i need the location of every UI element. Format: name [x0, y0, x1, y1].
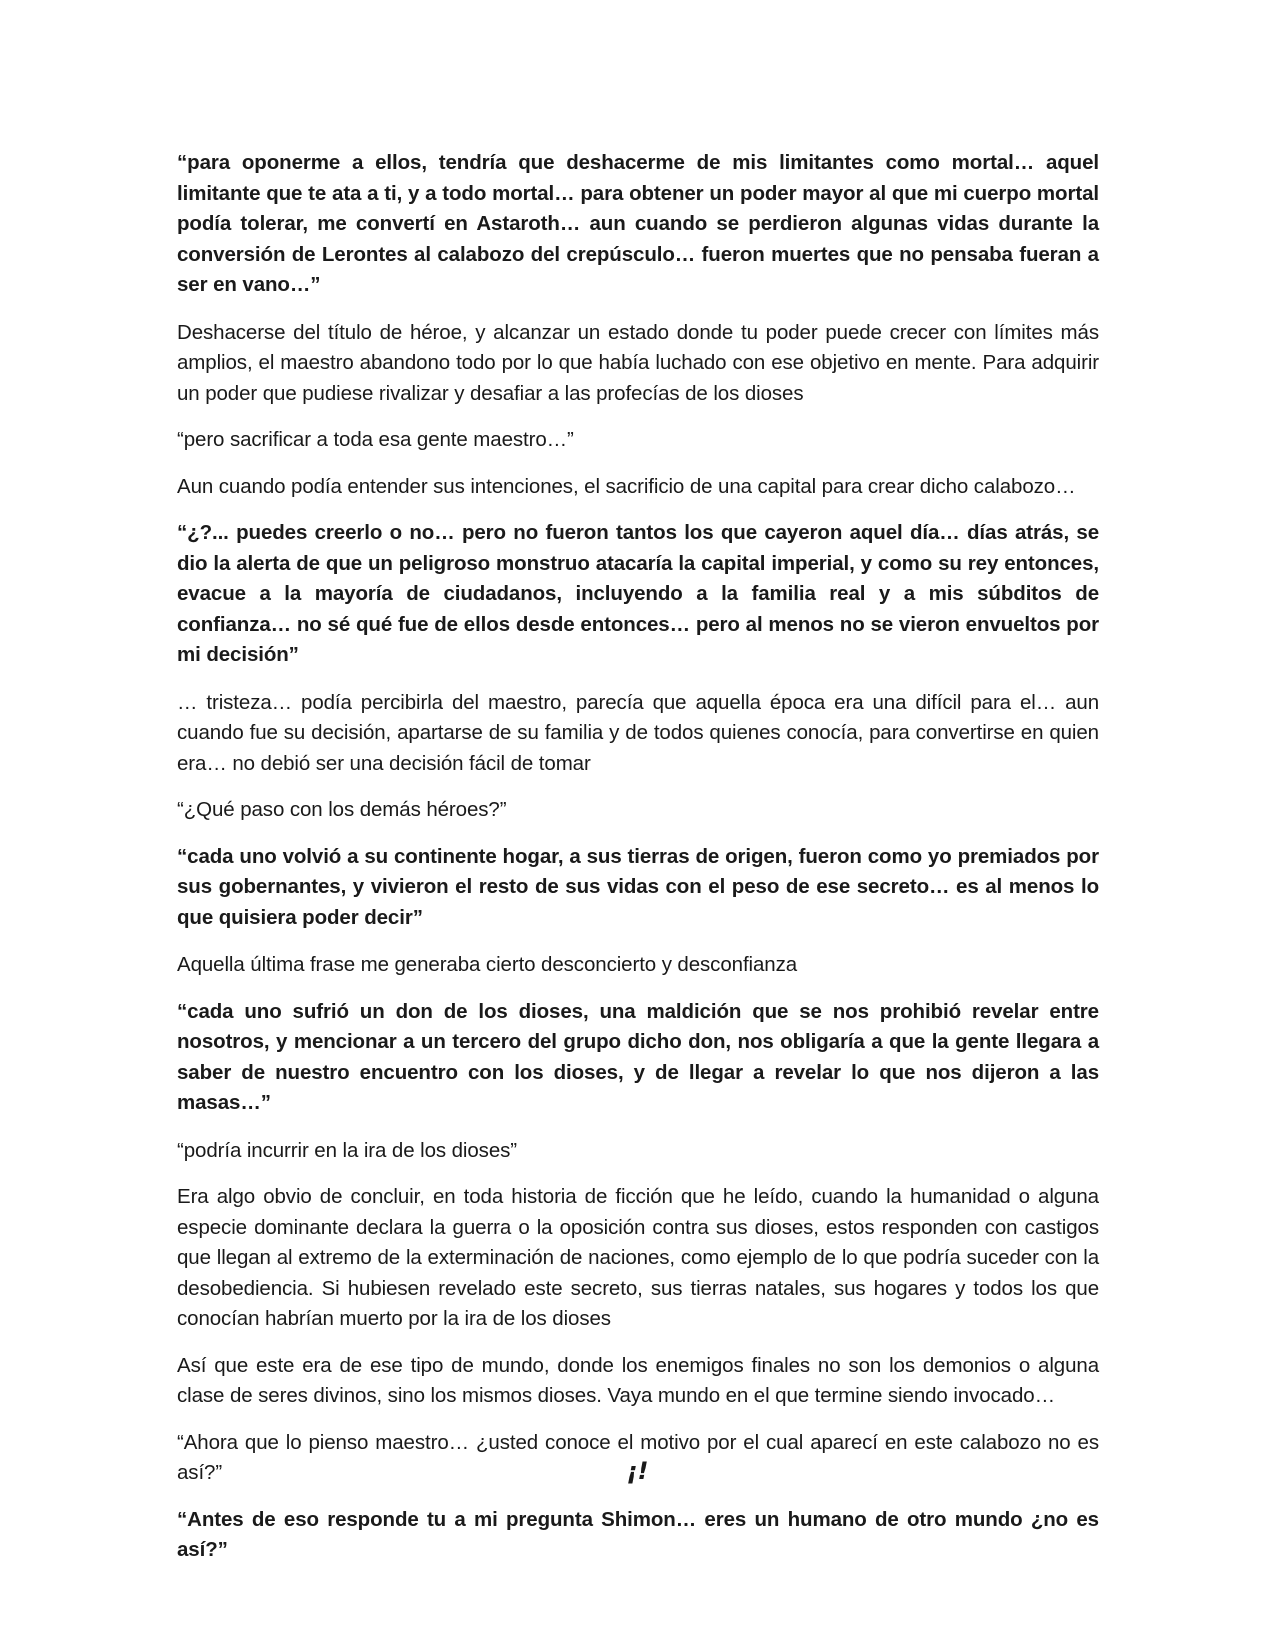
dialogue-paragraph: “Ahora que lo pienso maestro… ¿usted conoce el motivo por el cual aparecí en este calabozo no es así?”	[177, 1430, 1099, 1484]
narration-paragraph: … tristeza… podía percibirla del maestro, parecía que aquella época era una difícil para el… aun cuando fue su decisión, apartarse de su familia y de todos quienes conocía, para convertirse en quien era… no debió ser una decisión fácil de tomar	[177, 690, 1099, 775]
narration-paragraph: Así que este era de ese tipo de mundo, donde los enemigos finales no son los demonios o alguna clase de seres divinos, sino los mismos dioses. Vaya mundo en el que termine siendo invocado…	[177, 1353, 1099, 1407]
narration-paragraph: Aquella última frase me generaba cierto desconcierto y desconfianza	[177, 953, 798, 976]
narration-paragraph: Aun cuando podía entender sus intenciones, el sacrificio de una capital para crear dicho calabozo…	[177, 474, 1076, 498]
dialogue-paragraph: “cada uno volvió a su continente hogar, a sus tierras de origen, fueron como yo premiados por sus gobernantes, y vivieron el resto de sus vidas con el peso de ese secreto… es al menos lo que quisiera poder decir”	[177, 844, 1099, 929]
dialogue-paragraph: “¿?... puedes creerlo o no… pero no fueron tantos los que cayeron aquel día… días atrás, se dio la alerta de que un peligroso monstruo atacaría la capital imperial, y como su rey entonces, evacue a la mayoría de ciudadanos, incluyendo a la familia real y a mis súbditos de confianza… no sé qué fue de ellos desde entonces… pero al menos no se vieron envueltos por mi decisión”	[177, 521, 1099, 666]
narration-paragraph: Era algo obvio de concluir, en toda historia de ficción que he leído, cuando la humanidad o alguna especie dominante declara la guerra o la oposición contra sus dioses, estos responden con castigos que llegan al extremo de la exterminación de naciones, como ejemplo de lo que podría suceder con la desobediencia. Si hubiesen revelado este secreto, sus tierras natales, sus hogares y todos los que conocían habrían muerto por la ira de los dioses	[177, 1185, 1099, 1330]
section-separator: ¡!	[626, 1457, 649, 1485]
dialogue-paragraph: “podría incurrir en la ira de los dioses”	[177, 1138, 517, 1162]
narration-paragraph: Deshacerse del título de héroe, y alcanzar un estado donde tu poder puede crecer con límites más amplios, el maestro abandono todo por lo que había luchado con ese objetivo en mente. Para adquirir un poder que pudiese rivalizar y desafiar a las profecías de los dioses	[177, 320, 1099, 405]
document-body	[177, 148, 1099, 1583]
dialogue-paragraph: “Antes de eso responde tu a mi pregunta Shimon… eres un humano de otro mundo ¿no es así?”	[177, 1507, 1099, 1561]
dialogue-paragraph: “para oponerme a ellos, tendría que deshacerme de mis limitantes como mortal… aquel limitante que te ata a ti, y a todo mortal… para obtener un poder mayor al que mi cuerpo mortal podía tolerar, me convertí en Astaroth… aun cuando se perdieron algunas vidas durante la conversión de Lerontes al calabozo del crepúsculo… fueron muertes que no pensaba fueran a ser en vano…”	[177, 151, 1099, 296]
dialogue-paragraph: “cada uno sufrió un don de los dioses, una maldición que se nos prohibió revelar entre nosotros, y mencionar a un tercero del grupo dicho don, nos obligaría a que la gente llegara a saber de nuestro encuentro con los dioses, y de llegar a revelar lo que nos dijeron a las masas…”	[177, 999, 1099, 1114]
dialogue-paragraph: “¿Qué paso con los demás héroes?”	[177, 798, 507, 821]
dialogue-paragraph: “pero sacrificar a toda esa gente maestro…”	[177, 428, 574, 451]
